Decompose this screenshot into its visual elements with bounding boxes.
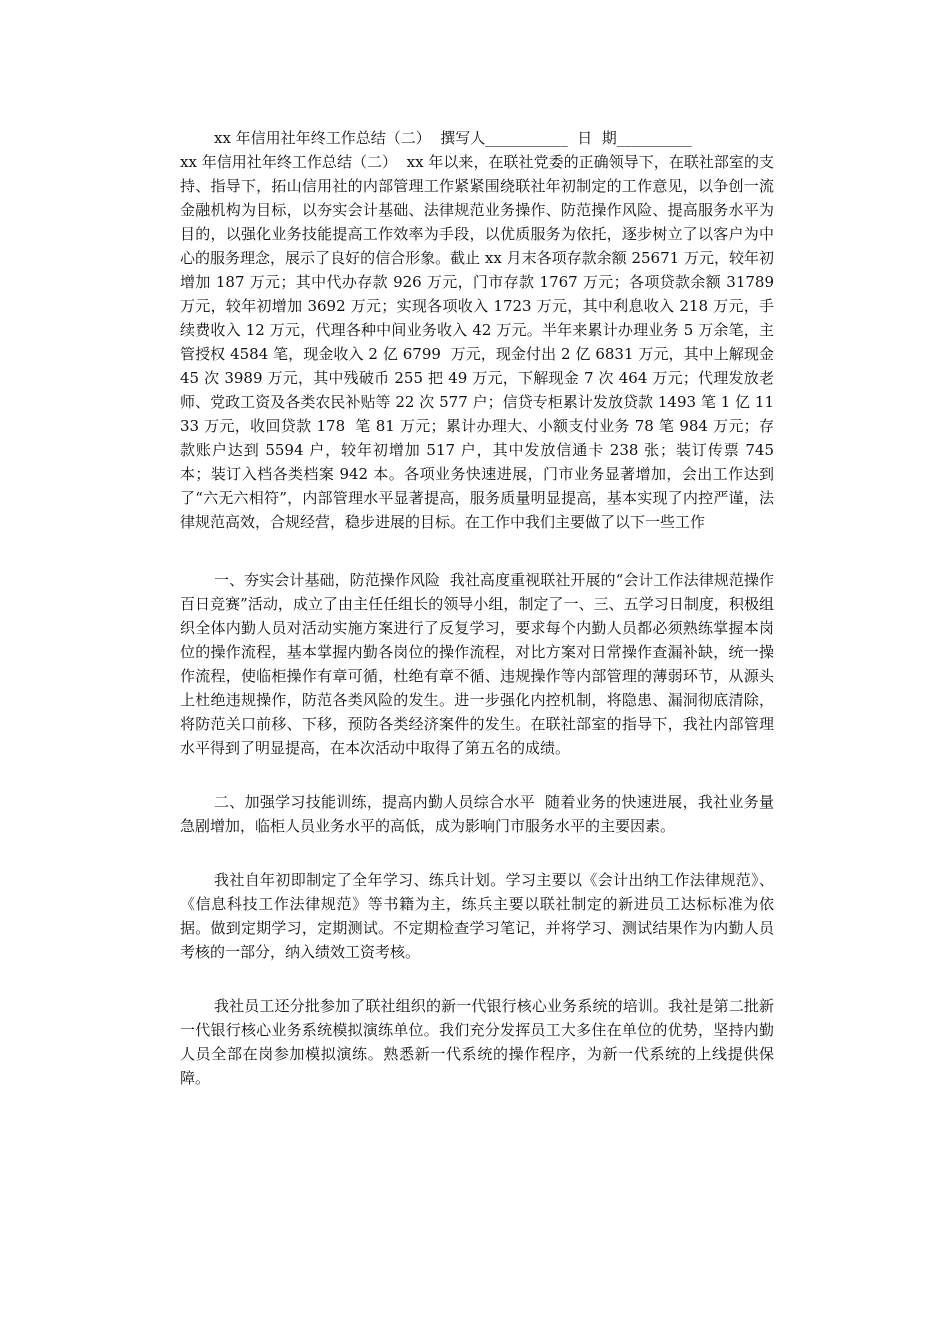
system-training-paragraph: 我社员工还分批参加了联社组织的新一代银行核心业务系统的培训。我社是第二批新一代银行核心业务系统模拟演练单位。我们充分发挥员工大多住在单位的优势，坚持内勤人员全部在岗参加模拟演练。熟悉新一代系统的操作程序，为新一代系统的上线提供保障。 <box>180 997 774 1087</box>
study-plan-paragraph: 我社自年初即制定了全年学习、练兵计划。学习主要以《会计出纳工作法律规范》、《信息科技工作法律规范》等书籍为主，练兵主要以联社制定的新进员工达标标准为依据。做到定期学习，定期测试。不定期检查学习笔记，并将学习、测试结果作为内勤人员考核的一部分，纳入绩效工资考核。 <box>180 871 774 961</box>
document-header: xx 年信用社年终工作总结（二） 撰写人___________ 日 期__________ <box>214 129 692 147</box>
intro-paragraph: xx 年信用社年终工作总结（二） xx 年以来，在联社党委的正确领导下，在联社部室的支持、指导下，拓山信用社的内部管理工作紧紧围绕联社年初制定的工作意见，以争创一流金融机构为目标，以夯实会计基础、法律规范业务操作、防范操作风险、提高服务水平为目的，以强化业务技能提高工作效率为手段，以优质服务为依托，逐步树立了以客户为中心的服务理念，展示了良好的信合形象。截止 xx 月末各项存款余额 25671 万元，较年初增加 187 万元；其中代办存款 926 万元，门市存款 1767 万元；各项贷款余额 31789 万元，较年初增加 3692 万元；实现各项收入 1723 万元，其中利息收入 218 万元，手续费收入 12 万元，代理各种中间业务收入 42 万元。半年来累计办理业务 5 万余笔，主管授权 4584 笔，现金收入 2 亿 6799 万元，现金付出 2 亿 6831 万元，其中上解现金 45 次 3989 万元，其中残破币 255 把 49 万元，下解现金 7 次 464 万元；代理发放老师、党政工资及各类农民补贴等 22 次 577 户；信贷专柜累计发放贷款 1493 笔 1 亿 1133 万元，收回贷款 178 笔 81 万元；累计办理大、小额支付业务 78 笔 984 万元；存款账户达到 5594 户，较年初增加 517 户，其中发放信通卡 238 张；装订传票 745 本；装订入档各类档案 942 本。各项业务快速进展，门市业务显著增加，会出工作达到了“六无六相符”，内部管理水平显著提高，服务质量明显提高，基本实现了内控严谨，法律规范高效，合规经营，稳步进展的目标。在工作中我们主要做了以下一些工作 <box>180 153 779 531</box>
section-1-paragraph: 一、夯实会计基础，防范操作风险 我社高度重视联社开展的“会计工作法律规范操作百日竞赛”活动，成立了由主任任组长的领导小组，制定了一、三、五学习日制度，积极组织全体内勤人员对活动实施方案进行了反复学习，要求每个内勤人员都必须熟练掌握本岗位的操作流程，基本掌握内勤各岗位的操作流程，对比方案对日常操作查漏补缺，统一操作流程，使临柜操作有章可循，杜绝有章不循、违规操作等内部管理的薄弱环节，从源头上杜绝违规操作，防范各类风险的发生。进一步强化内控机制，将隐患、漏洞彻底清除，将防范关口前移、下移，预防各类经济案件的发生。在联社部室的指导下，我社内部管理水平得到了明显提高，在本次活动中取得了第五名的成绩。 <box>180 571 774 757</box>
section-2-paragraph: 二、加强学习技能训练，提高内勤人员综合水平 随着业务的快速进展，我社业务量急剧增加，临柜人员业务水平的高低，成为影响门市服务水平的主要因素。 <box>180 793 774 835</box>
document-page <box>180 126 779 1090</box>
